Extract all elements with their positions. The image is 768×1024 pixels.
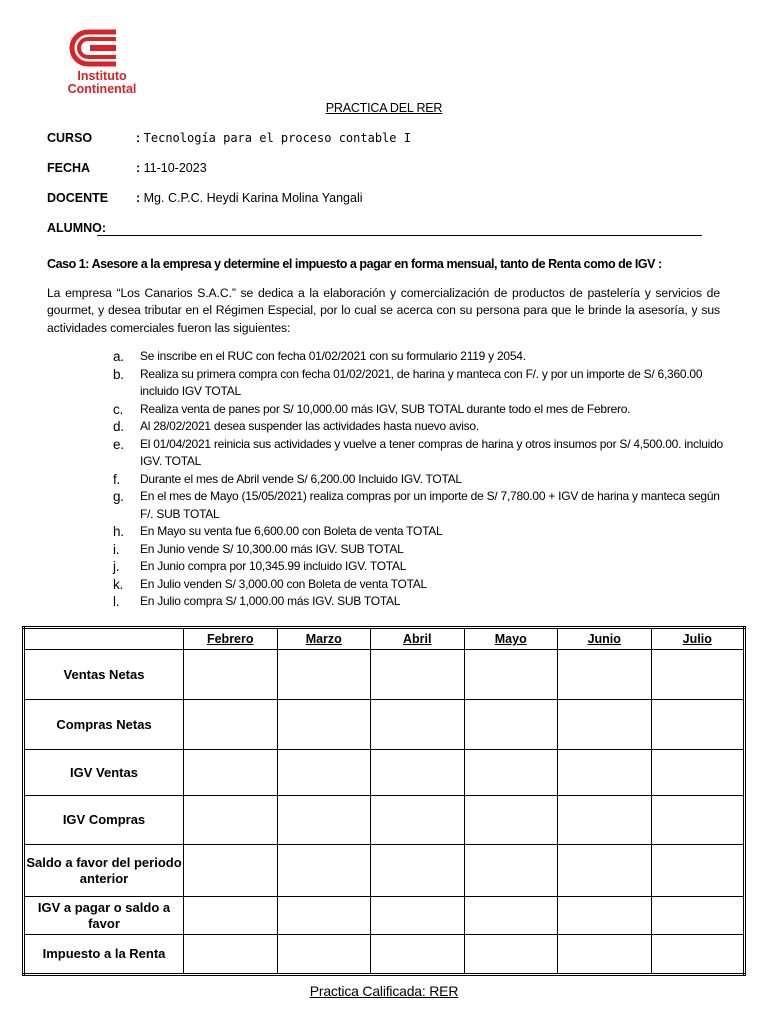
list-item: [113, 541, 723, 559]
list-marker: c.: [113, 401, 124, 417]
list-item-text: Realiza su primera compra con fecha 01/02/2021, de harina y manteca con F/. y por un importe de S/ 6,360.00 incluido IGV TOTAL: [140, 366, 703, 398]
list-marker: b.: [113, 366, 124, 382]
table-cell[interactable]: [277, 700, 371, 750]
table-cell[interactable]: [277, 845, 371, 897]
table-cell[interactable]: [277, 935, 371, 975]
curso-separator: :: [136, 131, 144, 145]
table-cell[interactable]: [371, 700, 465, 750]
table-row: [24, 897, 745, 935]
alumno-label: ALUMNO:: [47, 221, 107, 235]
table-row: [24, 650, 745, 700]
list-item: [113, 436, 723, 471]
table-row: [24, 845, 745, 897]
table-cell[interactable]: [184, 750, 278, 796]
table-cell[interactable]: [651, 750, 745, 796]
table-cell[interactable]: [464, 750, 558, 796]
table-row: [24, 935, 745, 975]
list-item: [113, 348, 723, 366]
curso-value-wrap: [136, 131, 411, 145]
table-row: [24, 700, 745, 750]
institute-logo: [52, 28, 152, 98]
list-item: [113, 366, 723, 401]
list-item: [113, 471, 723, 489]
table-cell[interactable]: [277, 750, 371, 796]
curso-label: CURSO: [47, 131, 93, 145]
table-cell[interactable]: [558, 700, 652, 750]
table-cell[interactable]: [558, 935, 652, 975]
table-header-row: [24, 628, 745, 650]
header-month: Junio: [558, 628, 652, 650]
table-cell[interactable]: [651, 796, 745, 845]
list-marker: g.: [113, 489, 124, 504]
table-cell[interactable]: [371, 796, 465, 845]
docente-value-wrap: [136, 191, 363, 205]
list-item: [113, 558, 723, 576]
list-item: [113, 593, 723, 611]
page-title: PRACTICA DEL RER: [325, 101, 443, 115]
logo-line-1: Instituto: [77, 69, 127, 83]
table-cell[interactable]: [558, 750, 652, 796]
table-cell[interactable]: [184, 845, 278, 897]
list-marker: e.: [113, 436, 124, 452]
fecha-value-wrap: [136, 161, 207, 175]
summary-table: [22, 626, 746, 976]
list-marker: d.: [113, 419, 124, 434]
list-item: [113, 523, 723, 541]
table-cell[interactable]: [184, 796, 278, 845]
table-cell[interactable]: [558, 650, 652, 700]
table-cell[interactable]: [651, 700, 745, 750]
fecha-value: 11-10-2023: [143, 161, 207, 175]
table-cell[interactable]: [464, 845, 558, 897]
list-item: [113, 401, 723, 419]
row-label: Saldo a favor del periodo anterior: [24, 845, 184, 897]
table-cell[interactable]: [371, 750, 465, 796]
list-marker: l.: [113, 594, 120, 609]
docente-label: DOCENTE: [47, 191, 109, 205]
fecha-separator: :: [136, 161, 144, 175]
list-item-text: Realiza venta de panes por S/ 10,000.00 más IGV, SUB TOTAL durante todo el mes de Febrero.: [140, 401, 631, 416]
list-item-text: El 01/04/2021 reinicia sus actividades y vuelve a tener compras de harina y otros insumos por S/ 4,500.00. incluido IGV. TOTAL: [140, 436, 723, 468]
intro-paragraph: La empresa “Los Canarios S.A.C.” se dedica a la elaboración y comercialización de productos de pastelería y servicios de gourmet, y desea tributar en el Régimen Especial, por lo cual se acerca con su persona para que le brinde la asesoría, y sus actividades comerciales fueron las siguientes:: [47, 286, 720, 335]
docente-separator: :: [136, 191, 144, 205]
table-cell[interactable]: [464, 897, 558, 935]
table-cell[interactable]: [464, 650, 558, 700]
list-item: [113, 418, 723, 436]
table-cell[interactable]: [277, 650, 371, 700]
list-marker: a.: [113, 349, 124, 364]
docente-value: Mg. C.P.C. Heydi Karina Molina Yangali: [143, 191, 363, 205]
table-cell[interactable]: [371, 650, 465, 700]
row-label: IGV Ventas: [24, 750, 184, 796]
table-cell[interactable]: [558, 897, 652, 935]
table-cell[interactable]: [371, 935, 465, 975]
list-item-text: Durante el mes de Abril vende S/ 6,200.00 Incluido IGV. TOTAL: [140, 471, 462, 486]
list-item-text: En Junio compra por 10,345.99 incluido IGV. TOTAL: [140, 559, 407, 573]
logo-line-2: Continental: [67, 82, 137, 96]
table-cell[interactable]: [464, 796, 558, 845]
logo-text: [52, 70, 152, 96]
list-item-text: En Mayo su venta fue 6,600.00 con Boleta de venta TOTAL: [140, 524, 443, 538]
list-marker: k.: [113, 576, 124, 592]
table-cell[interactable]: [651, 845, 745, 897]
row-label: Ventas Netas: [24, 650, 184, 700]
list-marker: h.: [113, 524, 124, 539]
table-cell[interactable]: [558, 796, 652, 845]
alumno-line: [97, 235, 702, 236]
row-label: Compras Netas: [24, 700, 184, 750]
table-cell[interactable]: [184, 700, 278, 750]
fecha-label: FECHA: [47, 161, 91, 175]
case-title: Caso 1: Asesore a la empresa y determine el impuesto a pagar en forma mensual, tanto de Renta como de IGV :: [47, 257, 662, 271]
table-cell[interactable]: [651, 935, 745, 975]
list-marker: f.: [113, 471, 121, 487]
institute-logo-icon: [66, 28, 132, 68]
table-cell[interactable]: [464, 935, 558, 975]
table-cell[interactable]: [464, 700, 558, 750]
header-month: Abril: [371, 628, 465, 650]
table-cell[interactable]: [184, 897, 278, 935]
table-cell[interactable]: [371, 845, 465, 897]
list-item-text: En Julio compra S/ 1,000.00 más IGV. SUB TOTAL: [140, 594, 401, 608]
table-cell[interactable]: [184, 650, 278, 700]
list-item-text: Se inscribe en el RUC con fecha 01/02/2021 con su formulario 2119 y 2054.: [140, 349, 526, 363]
list-item: [113, 488, 723, 523]
header-month: Marzo: [277, 628, 371, 650]
row-label: IGV Compras: [24, 796, 184, 845]
row-label: IGV a pagar o saldo a favor: [24, 897, 184, 935]
table-cell[interactable]: [277, 897, 371, 935]
table-cell[interactable]: [651, 650, 745, 700]
curso-value: Tecnología para el proceso contable I: [143, 131, 411, 145]
list-item-text: En el mes de Mayo (15/05/2021) realiza compras por un importe de S/ 7,780.00 + IGV de harina y manteca según F/. SUB TOTAL: [140, 489, 720, 521]
footer-title: Practica Calificada: RER: [309, 983, 459, 999]
row-label: Impuesto a la Renta: [24, 935, 184, 975]
table-cell[interactable]: [277, 796, 371, 845]
list-item-text: En Julio venden S/ 3,000.00 con Boleta de venta TOTAL: [140, 576, 427, 591]
table-cell[interactable]: [651, 897, 745, 935]
list-item: [113, 576, 723, 594]
header-empty-cell: [24, 628, 184, 650]
header-month: Febrero: [184, 628, 278, 650]
header-month: Julio: [651, 628, 745, 650]
list-marker: i.: [113, 541, 120, 557]
list-item-text: En Junio vende S/ 10,300.00 más IGV. SUB TOTAL: [140, 541, 404, 556]
list-item-text: Al 28/02/2021 desea suspender las actividades hasta nuevo aviso.: [140, 419, 479, 433]
table-row: [24, 796, 745, 845]
table-cell[interactable]: [558, 845, 652, 897]
table-cell[interactable]: [184, 935, 278, 975]
activities-list: [113, 348, 723, 611]
header-month: Mayo: [464, 628, 558, 650]
table-cell[interactable]: [371, 897, 465, 935]
list-marker: j.: [113, 559, 120, 574]
table-row: [24, 750, 745, 796]
